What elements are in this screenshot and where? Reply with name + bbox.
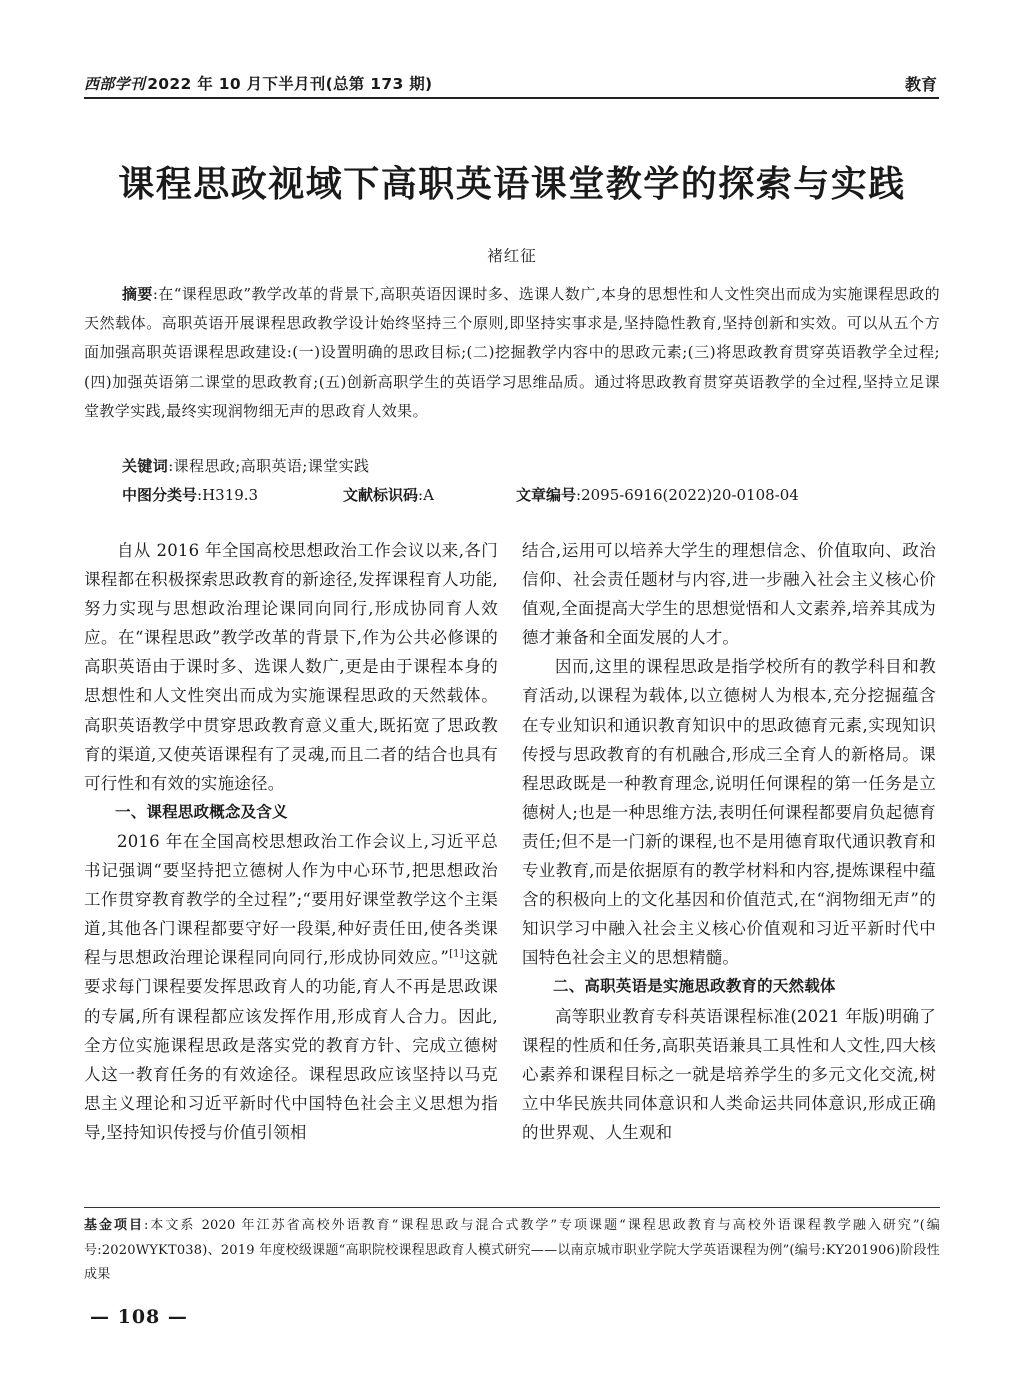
clc-label: 中图分类号: [122, 486, 198, 504]
funding-text: :本文系 2020 年江苏省高校外语教育“课程思政与混合式教学”专项课题“课程思政教育与高校外语课程教学融入研究”(编号:2020WYKT038)、2019 年度校级课题“高职院校课程思政育人模式研究——以南京城市职业学院大学英语课程为例”(编号:KY201906)阶段性成果: [84, 1218, 940, 1283]
paragraph: 因而,这里的课程思政是指学校所有的教学科目和教育活动,以课程为载体,以立德树人为根本,充分挖掘蕴含在专业知识和通识教育知识中的思政德育元素,实现知识传授与思政教育的有机融合,形成三全育人的新格局。课程思政既是一种教育理念,说明任何课程的第一任务是立德树人;也是一种思维方法,表明任何课程都要肩负起德育责任;但不是一门新的课程,也不是用德育取代通识教育和专业教育,而是依据原有的教学材料和内容,提炼课程中蕴含的积极向上的文化基因和价值范式,在“润物细无声”的知识学习中融入社会主义核心价值观和习近平新时代中国特色社会主义的思想精髓。: [522, 657, 936, 968]
paragraph: 结合,运用可以培养大学生的理想信念、价值取向、政治信仰、社会责任题材与内容,进一步融入社会主义核心价值观,全面提高大学生的思想觉悟和人文素养,培养其成为德才兼备和全面发展的人才。: [522, 541, 936, 648]
funding-footnote: [84, 1214, 940, 1288]
clc-number: [122, 484, 258, 505]
article-value: :2095-6916(2022)20-0108-04: [576, 486, 799, 504]
doc-value: :A: [418, 486, 434, 504]
journal-issue: [84, 72, 432, 94]
keywords: [122, 455, 369, 476]
paragraph: 自从 2016 年全国高校思想政治工作会议以来,各门课程都在积极探索思政教育的新途径,发挥课程育人功能,努力实现与思想政治理论课同向同行,形成协同育人效应。在“课程思政”教学改革的背景下,作为公共必修课的高职英语由于课时多、选课人数广,更是由于课程本身的思想性和人文性突出而成为实施课程思政的天然载体。高职英语教学中贯穿思政教育意义重大,既拓宽了思政教育的渠道,又使英语课程有了灵魂,而且二者的结合也具有可行性和有效的实施途径。: [84, 541, 498, 793]
running-header: [84, 72, 939, 96]
body-column-left: [84, 536, 498, 1147]
paragraph-text: 2016 年在全国高校思想政治工作会议上,习近平总书记强调“要坚持把立德树人作为中心环节,把思想政治工作贯穿教育教学的全过程”;“要用好课堂教学这个主渠道,其他各门课程都要守好一段渠,种好责任田,使各类课程与思想政治理论课程同向同行,形成协同效应。”: [84, 831, 498, 968]
citation-ref: [1]: [449, 948, 464, 960]
keywords-label: 关键词: [122, 457, 169, 475]
funding-label: 基金项目: [84, 1218, 145, 1233]
doc-label: 文献标识码: [343, 486, 419, 504]
author-name: 褚红征: [487, 247, 537, 265]
article-label: 文章编号: [516, 486, 577, 504]
section-heading: 一、课程思政概念及含义: [115, 802, 288, 821]
section-name: 教育: [904, 75, 937, 94]
body-column-right: [522, 536, 936, 1147]
paragraph: 高等职业教育专科英语课程标准(2021 年版)明确了课程的性质和任务,高职英语兼具工具性和人文性,四大核心素养和课程目标之一就是培养学生的多元文化交流,树立中华民族共同体意识和人类命运共同体意识,形成正确的世界观、人生观和: [522, 1006, 936, 1142]
paragraph: [84, 827, 498, 1147]
page-number: — 108 —: [90, 1306, 188, 1328]
header-rule: [84, 97, 939, 99]
clc-value: :H319.3: [197, 486, 259, 504]
section-heading: 二、高职英语是实施思政教育的天然载体: [553, 977, 836, 996]
journal-name: 西部学刊: [84, 75, 146, 93]
document-code: [343, 484, 434, 505]
abstract-text: :在“课程思政”教学改革的背景下,高职英语因课时多、选课人数广,本身的思想性和人文性突出而成为实施课程思政的天然载体。高职英语开展课程思政教学设计始终坚持三个原则,即坚持实事求是,坚持隐性教育,坚持创新和实效。可以从五个方面加强高职英语课程思政建设:(一)设置明确的思政目标;(二)挖掘教学内容中的思政元素;(三)将思政教育贯穿英语教学全过程;(四)加强英语第二课堂的思政教育;(五)创新高职学生的英语学习思维品质。通过将思政教育贯穿英语教学的全过程,坚持立足课堂教学实践,最终实现润物细无声的思政育人效果。: [84, 285, 940, 420]
abstract: [84, 280, 940, 426]
issue-info: 2022 年 10 月下半月刊(总第 173 期): [147, 75, 433, 93]
article-number: [516, 484, 799, 505]
keywords-text: :课程思政;高职英语;课堂实践: [168, 457, 370, 475]
paragraph-text: 这就要求每门课程要发挥思政育人的功能,育人不再是思政课的专属,所有课程都应该发挥作用,形成育人合力。因此,全方位实施课程思政是落实党的教育方针、完成立德树人这一教育任务的有效途径。课程思政应该坚持以马克思主义理论和习近平新时代中国特色社会主义思想为指导,坚持知识传授与价值引领相: [84, 948, 499, 1142]
abstract-label: 摘要: [122, 285, 153, 303]
article-title: 课程思政视域下高职英语课堂教学的探索与实践: [118, 164, 906, 205]
footnote-rule: [84, 1207, 940, 1208]
